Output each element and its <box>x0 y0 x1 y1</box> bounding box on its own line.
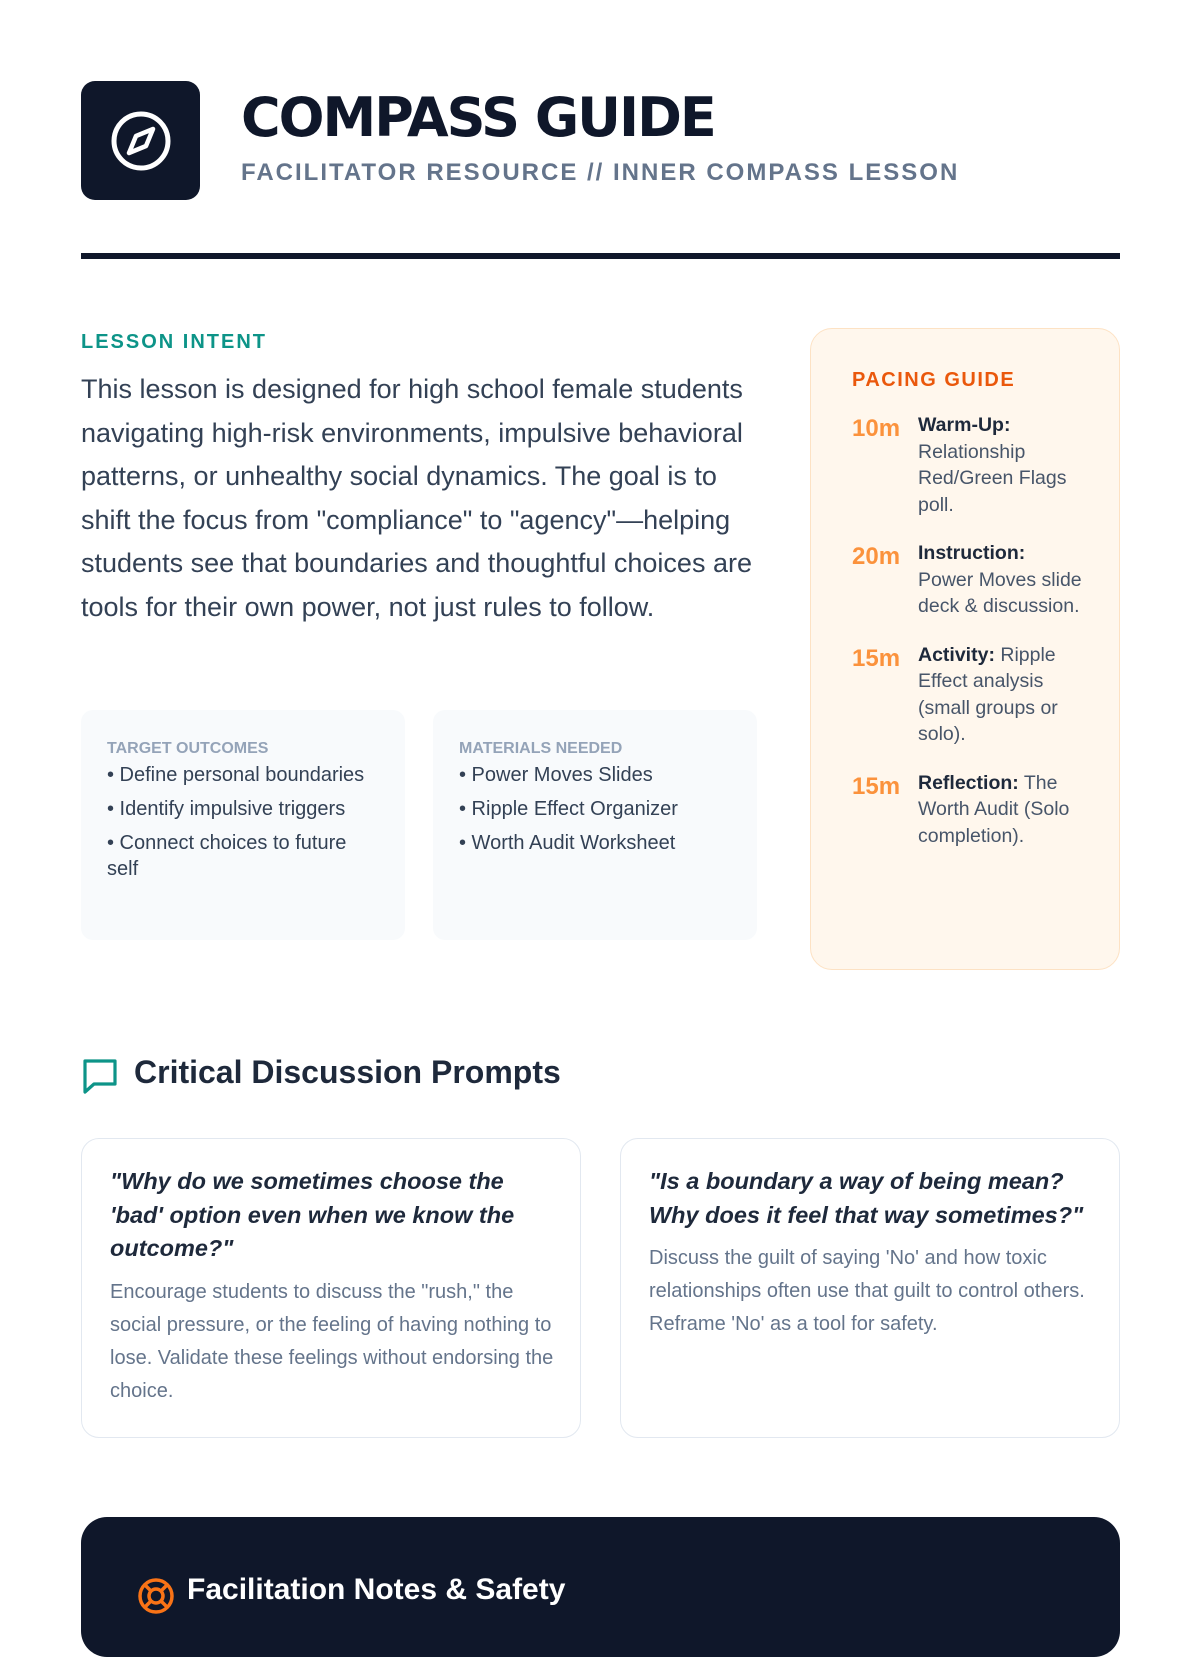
list-item: • Ripple Effect Organizer <box>459 798 678 820</box>
list-item: • Identify impulsive triggers <box>107 798 346 820</box>
pacing-step-text: Power Moves slide deck & discussion. <box>918 568 1082 617</box>
pacing-description <box>918 540 1085 620</box>
pacing-row-activity <box>852 642 1085 748</box>
target-outcomes-title: TARGET OUTCOMES <box>107 740 269 757</box>
pacing-time: 15m <box>852 644 901 672</box>
pacing-step-name: Warm-Up: <box>918 414 1011 436</box>
pacing-row-warm-up <box>852 412 1085 518</box>
prompt-note: Encourage students to discuss the "rush," the social pressure, or the feeling of having nothing to lose. Validate these feelings without endorsing the choice. <box>110 1280 554 1402</box>
pacing-step-text: Ripple Effect analysis (small groups or solo). <box>918 643 1058 745</box>
compass-icon <box>108 108 174 174</box>
lifebuoy-icon <box>136 1576 176 1616</box>
list-item: • Connect choices to future self <box>107 832 347 880</box>
materials-needed-title: MATERIALS NEEDED <box>459 740 623 757</box>
pacing-step-name: Instruction: <box>918 542 1026 564</box>
pacing-description <box>918 642 1085 748</box>
prompt-question: "Is a boundary a way of being mean? Why does it feel that way sometimes?" <box>649 1168 1084 1228</box>
compass-guide-page <box>81 0 1120 1606</box>
pacing-time: 20m <box>852 543 901 570</box>
discussion-prompt-card <box>620 1138 1120 1438</box>
page-subtitle: FACILITATOR RESOURCE // INNER COMPASS LESSON <box>241 159 960 186</box>
materials-needed-card <box>433 710 757 940</box>
pacing-time: 15m <box>852 772 901 800</box>
list-item: • Power Moves Slides <box>459 764 653 786</box>
pacing-description <box>918 770 1085 850</box>
discussion-title: Critical Discussion Prompts <box>134 1054 561 1090</box>
target-outcomes-list <box>107 762 379 882</box>
target-outcomes-card <box>81 710 405 940</box>
pacing-description <box>918 412 1085 518</box>
lesson-intent-text: This lesson is designed for high school female students navigating high-risk environments, impulsive behavioral patterns, or unhealthy social dynamics. The goal is to shift the focus from "compliance" to "agency"—helping students see that boundaries and thoughtful choices are tools for their own power, not just rules to follow. <box>81 374 752 622</box>
pacing-step-name: Activity: <box>918 643 995 666</box>
chat-bubble-icon <box>81 1057 119 1095</box>
materials-needed-list <box>459 762 731 856</box>
page-header <box>81 81 1120 201</box>
facilitation-notes-title: Facilitation Notes & Safety <box>187 1573 566 1606</box>
prompt-note: Discuss the guilt of saying 'No' and how toxic relationships often use that guilt to control others. Reframe 'No' as a tool for safety. <box>649 1247 1085 1335</box>
discussion-prompt-card <box>81 1138 581 1438</box>
pacing-row-reflection <box>852 770 1085 850</box>
header-divider <box>81 253 1120 259</box>
facilitation-notes-panel <box>81 1517 1120 1657</box>
logo <box>81 81 200 200</box>
pacing-step-text: The Worth Audit (Solo completion). <box>918 771 1070 847</box>
prompt-question: "Why do we sometimes choose the 'bad' option even when we know the outcome?" <box>110 1168 515 1261</box>
pacing-time: 10m <box>852 415 901 442</box>
list-item: • Define personal boundaries <box>107 764 365 786</box>
pacing-guide-title: PACING GUIDE <box>852 369 1016 391</box>
lesson-intent-label: LESSON INTENT <box>81 331 268 353</box>
pacing-row-instruction <box>852 540 1085 620</box>
list-item: • Worth Audit Worksheet <box>459 832 676 854</box>
pacing-guide-card <box>810 328 1120 970</box>
page-title: COMPASS GUIDE <box>241 86 715 149</box>
pacing-step-name: Reflection: <box>918 771 1019 794</box>
pacing-step-text: Relationship Red/Green Flags poll. <box>918 440 1067 516</box>
